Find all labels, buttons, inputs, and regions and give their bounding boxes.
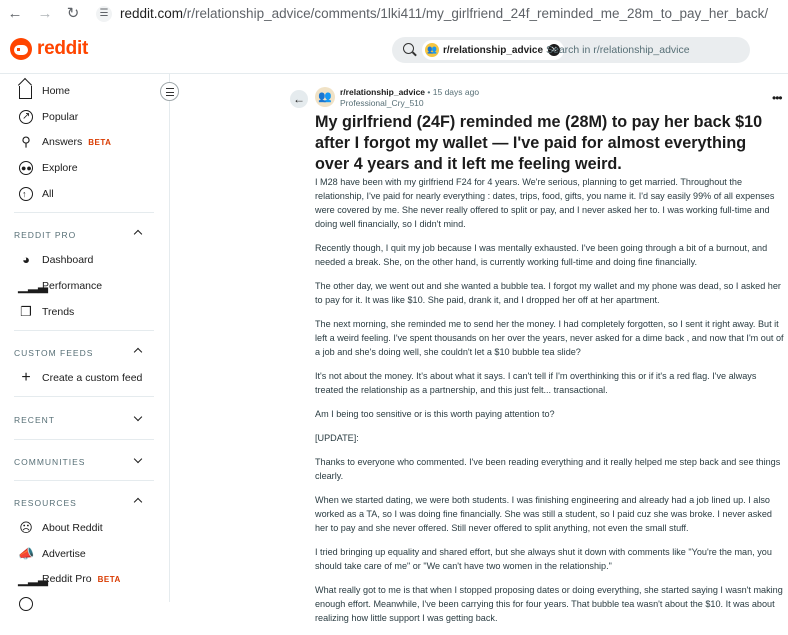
home-icon — [18, 83, 34, 99]
sidebar-item-label: Reddit Pro — [42, 573, 92, 585]
close-icon[interactable]: ✕ — [548, 44, 560, 56]
explore-icon: ●● — [21, 163, 32, 173]
chevron-down-icon — [132, 456, 144, 468]
back-arrow-icon[interactable]: ← — [7, 5, 23, 22]
post-meta — [340, 87, 479, 97]
more-options-icon[interactable]: ••• — [772, 91, 782, 105]
logo-text: reddit — [37, 38, 88, 59]
post-paragraph: It's not about the money. It's about what it says. I can't tell if I'm overthinking this or if it's a red flag. I've always treated the relationship as a partnership, and this just felt... transactional. — [315, 371, 757, 395]
url-path: /r/relationship_advice/comments/1lki411/my_girlfriend_24f_reminded_me_28m_to_pay_her_back/ — [183, 6, 769, 21]
site-settings-icon[interactable]: ☰ — [96, 6, 112, 22]
sidebar-item-label: Performance — [42, 280, 103, 292]
sidebar-item-dashboard[interactable] — [18, 250, 158, 270]
help-icon — [18, 596, 34, 612]
search-icon — [403, 43, 414, 54]
section-resources[interactable] — [14, 494, 144, 512]
browser-toolbar — [0, 0, 788, 28]
reload-icon[interactable]: ↻ — [66, 5, 80, 22]
post-paragraph: What really got to me is that when I stopped proposing dates or doing everything, she started saying I wasn't making enough effort. Meanwhile, I've been carrying this for four years. That bubble tea wasn't about the $10. It was about realizing how little support I was getting back. — [315, 585, 783, 623]
sidebar-item-create-custom-feed[interactable] — [18, 368, 158, 388]
section-title: CUSTOM FEEDS — [14, 348, 94, 358]
sidebar-divider — [14, 439, 154, 440]
sidebar-item-label: Home — [42, 85, 71, 97]
collapse-sidebar-button[interactable] — [160, 82, 179, 101]
sidebar-item-label: Explore — [42, 162, 78, 174]
sidebar-item-reddit-pro[interactable] — [18, 569, 158, 589]
left-sidebar — [0, 74, 170, 602]
chevron-down-icon — [132, 414, 144, 426]
post-detail — [290, 74, 788, 623]
search-bar[interactable] — [392, 37, 750, 63]
sidebar-item-home[interactable] — [18, 81, 158, 101]
popular-icon: ↗ — [18, 109, 34, 125]
sidebar-item-performance[interactable] — [18, 276, 158, 296]
sidebar-item-label: All — [42, 188, 54, 200]
post-paragraph: I M28 have been with my girlfriend F24 for 4 years. We're serious, planning to get married. Throughout the relationship, I've paid for nearly everything : dates, trips, food, gifts, you name it. I'd say easily 99% of all expenses were covered by me. She never really offered to split or pay, and I never asked her to. I was working full-time and doing well financially, so I didn't mind. — [315, 177, 775, 229]
sidebar-item-advertise[interactable] — [18, 544, 158, 564]
section-title: REDDIT PRO — [14, 230, 77, 240]
post-paragraph: The other day, we went out and she wanted a bubble tea. I forgot my wallet and my phone was dead, so I asked her to pay for it. It was like $10. She paid, drank it, and I dropped her off at her apartment. — [315, 281, 781, 305]
sidebar-item-label: Create a custom feed — [42, 372, 143, 384]
sidebar-divider — [14, 396, 154, 397]
post-paragraph: Recently though, I quit my job because I was mentally exhausted. I've been going through a bit of a burnout, and needed a break. She, on the other hand, is currently working full-time and doing fine financially. — [315, 243, 768, 267]
sidebar-item-label: Advertise — [42, 548, 86, 560]
sidebar-divider — [14, 212, 154, 213]
sidebar-item-all[interactable] — [18, 184, 158, 204]
chevron-up-icon — [132, 347, 144, 359]
dashboard-icon: ◕ — [22, 252, 30, 267]
reddit-snoo-icon — [10, 38, 32, 60]
sidebar-item-explore[interactable] — [18, 158, 158, 178]
section-custom-feeds[interactable] — [14, 344, 144, 362]
section-title: RESOURCES — [14, 498, 77, 508]
subreddit-link[interactable]: r/relationship_advice — [340, 87, 426, 97]
address-bar[interactable] — [120, 6, 768, 21]
beta-badge: BETA — [88, 137, 112, 147]
sidebar-item-answers[interactable] — [18, 132, 158, 152]
search-input[interactable] — [546, 44, 736, 56]
performance-icon: ▁▂▃ — [18, 278, 48, 293]
site-header — [0, 28, 788, 74]
chevron-up-icon — [132, 229, 144, 241]
all-icon: ↑ — [18, 186, 34, 202]
section-communities[interactable] — [14, 453, 144, 471]
sidebar-item-label: Trends — [42, 306, 75, 318]
beta-badge: BETA — [97, 574, 121, 584]
sidebar-item-about-reddit[interactable] — [18, 518, 158, 538]
section-title: RECENT — [14, 415, 55, 425]
post-paragraph: I tried bringing up equality and shared effort, but she always shut it down with comments like "You're the man, you should take care of me" or "We can't have two women in the relationship." — [315, 547, 772, 571]
section-recent[interactable] — [14, 411, 144, 429]
forward-arrow-icon[interactable]: → — [37, 5, 53, 22]
sidebar-item-popular[interactable] — [18, 107, 158, 127]
sidebar-item-label: About Reddit — [42, 522, 103, 534]
plus-icon: + — [21, 369, 31, 386]
sidebar-item-label: Dashboard — [42, 254, 94, 266]
url-host: reddit.com — [120, 6, 184, 21]
post-paragraph: When we started dating, we were both students. I was finishing engineering and already had a job lined up. I also worked as a TA, so I was doing fine financially. She was still a student, so I paid cuz she was broke. I never asked her to pay and she never offered. Still never offered to split anything, not even the small stuff. — [315, 495, 772, 533]
sidebar-item-help[interactable] — [18, 594, 158, 614]
reddit-pro-icon: ▁▂▃ — [18, 571, 48, 586]
post-body — [315, 175, 785, 635]
author-link[interactable]: Professional_Cry_510 — [340, 98, 424, 108]
advertise-icon: 📣 — [18, 546, 35, 561]
sidebar-item-trends[interactable] — [18, 302, 158, 322]
sidebar-item-label: Popular — [42, 111, 79, 123]
reddit-logo[interactable] — [10, 38, 88, 60]
post-paragraph: Am I being too sensitive or is this worth paying attention to? — [315, 409, 555, 419]
chevron-up-icon — [132, 497, 144, 509]
trends-icon: ❐ — [20, 304, 32, 319]
answers-icon: ⚲ — [21, 134, 31, 149]
post-time: • 15 days ago — [427, 87, 480, 97]
post-paragraph: The next morning, she reminded me to send her the money. I had completely forgotten, so I sent it right away. But it left a weird feeling. I've spent thousands on her over the years, never asked for a dime back , and now that I'm out of a job and she's doing well, she couldn't let a $10 bubble tea slide? — [315, 319, 784, 357]
about-icon: ☹ — [19, 520, 33, 535]
section-title: COMMUNITIES — [14, 457, 86, 467]
subreddit-avatar-icon[interactable]: 👥 — [315, 87, 335, 107]
subreddit-filter-chip[interactable] — [422, 40, 564, 60]
back-button[interactable]: ← — [290, 90, 308, 108]
post-paragraph: [UPDATE]: — [315, 433, 359, 443]
section-reddit-pro[interactable] — [14, 226, 144, 244]
subreddit-avatar-icon: 👥 — [425, 43, 439, 57]
post-paragraph: Thanks to everyone who commented. I've been reading everything and it really helped me step back and see things clearly. — [315, 457, 781, 481]
sidebar-divider — [14, 480, 154, 481]
chip-label: r/relationship_advice — [443, 44, 544, 56]
post-title: My girlfriend (24F) reminded me (28M) to pay her back $10 after I forgot my wallet — I've paid for almost everything over 4 years and it left me feeling weird. — [315, 113, 763, 173]
sidebar-item-label: Answers — [42, 136, 83, 148]
sidebar-divider — [14, 330, 154, 331]
